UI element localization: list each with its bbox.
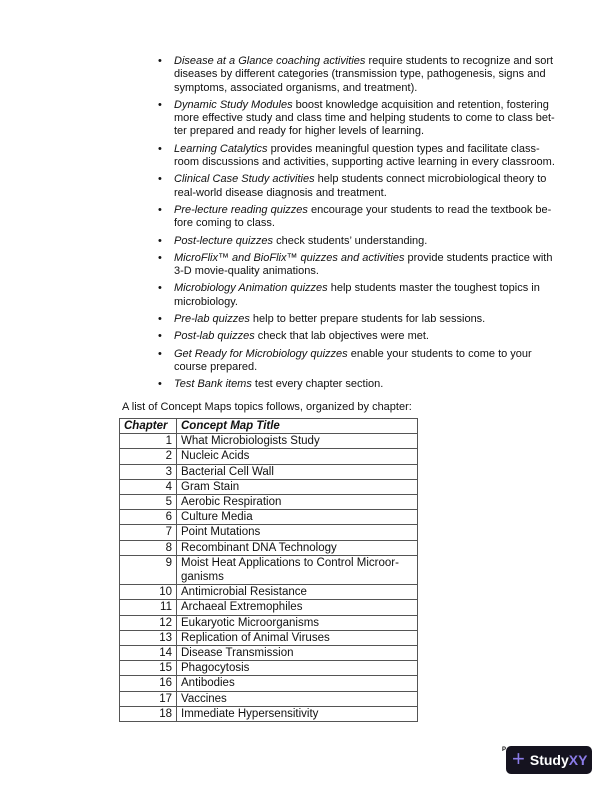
item-title: Post-lab quizzes [174, 330, 255, 343]
chapter-cell: 15 [120, 661, 177, 676]
title-cell: Phagocytosis [177, 661, 418, 676]
chapter-cell: 14 [120, 646, 177, 661]
bullet-icon: • [158, 251, 162, 264]
list-item [158, 252, 558, 279]
item-title: Dynamic Study Modules [174, 98, 293, 111]
chapter-cell: 4 [120, 479, 177, 494]
title-cell: Bacterial Cell Wall [177, 464, 418, 479]
list-item [158, 143, 558, 170]
item-title: Microbiology Animation quizzes [174, 282, 328, 295]
table-header-row [120, 419, 418, 434]
bullet-icon: • [158, 330, 162, 343]
title-cell: Gram Stain [177, 479, 418, 494]
title-cell: Replication of Animal Viruses [177, 630, 418, 645]
table-row [120, 479, 418, 494]
title-cell: Immediate Hypersensitivity [177, 706, 418, 721]
item-text: check students’ understanding. [273, 234, 428, 247]
title-cell: Moist Heat Applications to Control Microor-ganisms [177, 555, 418, 584]
bullet-icon: • [158, 203, 162, 216]
item-title: Pre-lab quizzes [174, 313, 250, 326]
chapter-cell: 17 [120, 691, 177, 706]
title-cell: Archaeal Extremophiles [177, 600, 418, 615]
table-row [120, 510, 418, 525]
chapter-cell: 18 [120, 706, 177, 721]
table-row [120, 585, 418, 600]
logo-xy: XY [568, 752, 588, 768]
item-title: MicroFlix™ and BioFlix™ quizzes and activities [174, 251, 405, 264]
item-title: Clinical Case Study activities [174, 173, 315, 186]
bullet-icon: • [158, 173, 162, 186]
item-text: require students to recognize and sort diseases by different categories (transmission type, pathogenesis, signs and symptoms, associated organisms, and treatment). [174, 55, 554, 94]
chapter-cell: 6 [120, 510, 177, 525]
table-row [120, 495, 418, 510]
table-row [120, 600, 418, 615]
chapter-cell: 16 [120, 676, 177, 691]
title-cell: Culture Media [177, 510, 418, 525]
table-row [120, 525, 418, 540]
plus-icon: + [512, 746, 525, 771]
page-mark: P [502, 747, 507, 753]
concept-map-table [119, 418, 418, 722]
bullet-icon: • [158, 234, 162, 247]
list-item [158, 378, 558, 391]
item-title: Disease at a Glance coaching activities [174, 55, 366, 67]
title-cell: Nucleic Acids [177, 449, 418, 464]
item-text: test every chapter section. [251, 378, 384, 391]
chapter-cell: 3 [120, 464, 177, 479]
table-row [120, 661, 418, 676]
chapter-cell: 8 [120, 540, 177, 555]
bullet-icon: • [158, 347, 162, 360]
chapter-cell: 11 [120, 600, 177, 615]
list-item [158, 313, 558, 326]
table-row [120, 434, 418, 449]
table-row [120, 691, 418, 706]
title-cell: Vaccines [177, 691, 418, 706]
chapter-cell: 2 [120, 449, 177, 464]
table-row [120, 706, 418, 721]
chapter-cell: 10 [120, 585, 177, 600]
item-title: Test Bank items [174, 378, 252, 391]
item-text: provides meaningful question types and facilitate class-room discussions and activities, supporting active learning in every classroom. [174, 142, 555, 169]
studyxy-logo [506, 746, 592, 774]
header-chapter: Chapter [120, 419, 177, 434]
list-item [158, 173, 558, 200]
list-item [158, 204, 558, 231]
bullet-icon: • [158, 378, 162, 391]
table-row [120, 646, 418, 661]
item-text: help to better prepare students for lab sessions. [249, 313, 486, 326]
chapter-cell: 5 [120, 495, 177, 510]
table-row [120, 630, 418, 645]
chapter-cell: 12 [120, 615, 177, 630]
item-title: Get Ready for Microbiology quizzes [174, 347, 348, 360]
bullet-icon: • [158, 142, 162, 155]
bullet-icon: • [158, 98, 162, 111]
table-row [120, 449, 418, 464]
list-item [158, 330, 558, 343]
table-row [120, 676, 418, 691]
chapter-cell: 1 [120, 434, 177, 449]
list-item [158, 282, 558, 309]
item-title: Pre-lecture reading quizzes [174, 203, 308, 216]
intro-text: A list of Concept Maps topics follows, organized by chapter: [122, 401, 412, 413]
table-row [120, 540, 418, 555]
item-text: boost knowledge acquisition and retention, fostering more effective study and class time and helping students to come to class bet-ter prepared and ready for higher levels of learning. [174, 98, 555, 138]
item-text: help students connect microbiological theory to real-world disease diagnosis and treatment. [174, 173, 547, 199]
logo-study: Study [529, 752, 569, 768]
list-item [158, 55, 558, 95]
title-cell: Point Mutations [177, 525, 418, 540]
chapter-cell: 7 [120, 525, 177, 540]
header-title: Concept Map Title [177, 419, 418, 434]
item-title: Post-lecture quizzes [174, 234, 274, 247]
title-cell: Recombinant DNA Technology [177, 540, 418, 555]
item-text: encourage your students to read the textbook be-fore coming to class. [174, 203, 552, 230]
bullet-icon: • [158, 282, 162, 295]
title-cell: Aerobic Respiration [177, 495, 418, 510]
table-row [120, 555, 418, 584]
item-text: check that lab objectives were met. [254, 330, 429, 343]
item-text: enable your students to come to your course prepared. [174, 347, 532, 373]
table-row [120, 615, 418, 630]
list-item [158, 348, 558, 375]
title-cell: What Microbiologists Study [177, 434, 418, 449]
title-cell: Antibodies [177, 676, 418, 691]
chapter-cell: 13 [120, 630, 177, 645]
title-cell: Disease Transmission [177, 646, 418, 661]
title-cell: Antimicrobial Resistance [177, 585, 418, 600]
feature-list [158, 55, 558, 396]
table-row [120, 464, 418, 479]
item-text: provide students practice with 3-D movie-quality animations. [174, 251, 553, 278]
bullet-icon: • [158, 313, 162, 326]
list-item [158, 99, 558, 139]
title-cell: Eukaryotic Microorganisms [177, 615, 418, 630]
bullet-icon: • [158, 55, 162, 67]
chapter-cell: 9 [120, 555, 177, 584]
item-text: help students master the toughest topics in microbiology. [174, 282, 540, 308]
item-title: Learning Catalytics [174, 142, 268, 155]
list-item [158, 235, 558, 248]
